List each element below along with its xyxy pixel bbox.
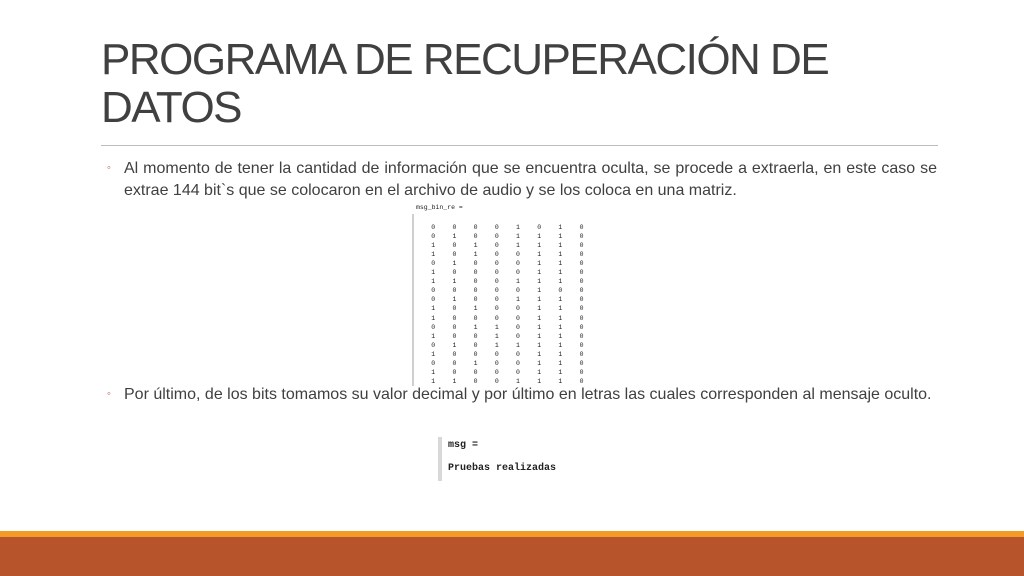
matrix-cell: 0: [558, 287, 563, 295]
matrix-cell: 1: [473, 323, 478, 331]
matrix-cell: 1: [558, 359, 563, 367]
matrix-cell: 0: [473, 368, 478, 376]
matrix-cell: 0: [516, 251, 520, 259]
matrix-cell: 1: [431, 368, 436, 376]
bullet-text-2: Por último, de los bits tomamos su valor decimal y por último en letras las cuales corresponden al mensaje oculto.: [124, 386, 932, 403]
matrix-row: [414, 323, 584, 332]
matrix-cell: 0: [473, 377, 478, 385]
matrix-cell: 1: [473, 251, 478, 259]
matrix-cell: 1: [431, 242, 436, 250]
matrix-row: [414, 277, 584, 286]
matrix-cell: 0: [579, 359, 584, 367]
matrix-cell: 0: [473, 224, 478, 231]
matrix-cell: 0: [473, 278, 478, 286]
matrix-cell: 0: [473, 314, 478, 322]
matrix-cell: 0: [579, 296, 584, 304]
matrix-cell: 1: [452, 278, 457, 286]
matrix-cell: 0: [452, 368, 457, 376]
matrix-cell: 0: [452, 224, 457, 231]
matrix-row: [414, 359, 584, 368]
matrix-cell: 1: [537, 242, 542, 250]
matrix-cell: 1: [494, 323, 499, 331]
matrix-cell: 0: [431, 233, 436, 241]
bullet-text-1: Al momento de tener la cantidad de información que se encuentra oculta, se procede a extraerla, en este caso se extrae 144 bit`s que se colocaron en el archivo de audio y se los coloca en una matriz.: [124, 160, 937, 199]
matrix-cell: 1: [452, 233, 457, 241]
matrix-cell: 0: [494, 368, 499, 376]
matrix-cell: 1: [431, 314, 436, 322]
matrix-row: [414, 286, 584, 295]
matrix-cell: 1: [558, 260, 563, 268]
matrix-cell: 0: [579, 377, 584, 385]
matrix-cell: 1: [537, 269, 542, 277]
matrix-cell: 1: [494, 341, 499, 349]
matrix-cell: 1: [558, 278, 563, 286]
matrix-cell: 0: [494, 278, 499, 286]
matrix-row: [414, 341, 584, 350]
matrix-cell: 0: [452, 269, 457, 277]
matrix-cell: 1: [537, 359, 542, 367]
matrix-cell: 1: [558, 242, 563, 250]
matrix-cell: 0: [579, 314, 584, 322]
matrix-cell: 0: [431, 287, 436, 295]
matrix-cell: 1: [558, 368, 563, 376]
matrix-cell: 1: [558, 224, 563, 231]
matrix-cell: 0: [516, 260, 520, 268]
matrix-row: [414, 268, 584, 277]
matrix-cell: 0: [431, 341, 436, 349]
matrix-cell: 1: [558, 341, 563, 349]
matrix-cell: 0: [579, 224, 584, 231]
matrix-cell: 0: [579, 260, 584, 268]
matrix-cell: 0: [452, 287, 457, 295]
matrix-cell: 1: [558, 377, 563, 385]
bullet-marker-2: ◦: [107, 388, 111, 400]
matrix-cell: 1: [537, 233, 542, 241]
matrix-cell: 1: [473, 242, 478, 250]
matrix-cell: 0: [473, 269, 478, 277]
matrix-cell: 0: [473, 287, 478, 295]
matrix-cell: 0: [494, 260, 499, 268]
matrix-row: [414, 223, 584, 232]
matrix-cell: 0: [579, 332, 584, 340]
matrix-cell: 0: [473, 260, 478, 268]
matrix-cell: 0: [473, 350, 478, 358]
matrix-cell: 0: [431, 224, 436, 231]
matrix-cell: 0: [516, 332, 520, 340]
matrix-row: [414, 241, 584, 250]
matrix-row: [414, 350, 584, 359]
matrix-cell: 1: [516, 242, 520, 250]
matrix-cell: 1: [452, 260, 457, 268]
matrix-row: [414, 295, 584, 304]
matrix-cell: 0: [473, 296, 478, 304]
matrix-cell: 0: [579, 278, 584, 286]
matrix-cell: 1: [452, 341, 457, 349]
matrix-row: [414, 232, 584, 241]
matrix-cell: 0: [494, 224, 499, 231]
matrix-cell: 0: [431, 296, 436, 304]
matrix-cell: 0: [516, 350, 520, 358]
matrix-cell: 1: [452, 296, 457, 304]
matrix-cell: 1: [516, 278, 520, 286]
message-value: Pruebas realizadas: [448, 463, 557, 474]
matrix-row: [414, 304, 584, 313]
matrix-cell: 1: [516, 224, 520, 231]
matrix-cell: 0: [473, 233, 478, 241]
matrix-cell: 1: [516, 377, 520, 385]
title-divider: [101, 145, 938, 146]
matrix-cell: 1: [558, 332, 563, 340]
message-variable-name: msg =: [448, 440, 479, 451]
matrix-cell: 0: [494, 269, 499, 277]
matrix-cell: 0: [494, 296, 499, 304]
matrix-cell: 1: [558, 296, 563, 304]
matrix-cell: 0: [452, 323, 457, 331]
matrix-cell: 1: [537, 314, 542, 322]
matrix-cell: 0: [516, 368, 520, 376]
matrix-cell: 0: [516, 305, 520, 313]
matrix-cell: 0: [579, 233, 584, 241]
matrix-cell: 0: [579, 269, 584, 277]
matrix-cell: 0: [516, 359, 520, 367]
slide-title: PROGRAMA DE RECUPERACIÓN DE DATOS: [101, 35, 829, 132]
matrix-cell: 1: [431, 269, 436, 277]
matrix-cell: 1: [537, 260, 542, 268]
matrix-variable-name: msg_bin_re =: [416, 204, 463, 211]
matrix-cell: 0: [473, 341, 478, 349]
matrix-cell: 1: [558, 233, 563, 241]
matrix-cell: 1: [537, 377, 542, 385]
matrix-cell: 0: [452, 332, 457, 340]
matrix-cell: 1: [431, 251, 436, 259]
matrix-cell: 1: [537, 287, 542, 295]
matrix-cell: 0: [516, 269, 520, 277]
matrix-cell: 0: [494, 359, 499, 367]
matrix-cell: 0: [431, 323, 436, 331]
matrix-cell: 0: [516, 323, 520, 331]
matrix-cell: 1: [537, 323, 542, 331]
matrix-cell: 0: [452, 314, 457, 322]
matrix-cell: 0: [431, 359, 436, 367]
matrix-cell: 0: [494, 377, 499, 385]
matrix-cell: 0: [452, 251, 457, 259]
matrix-cell: 0: [494, 350, 499, 358]
matrix-cell: 0: [579, 341, 584, 349]
matrix-cell: 1: [537, 251, 542, 259]
matrix-cell: 1: [431, 377, 436, 385]
matrix-cell: 1: [558, 269, 563, 277]
matrix-cell: 0: [579, 323, 584, 331]
matrix-cell: 1: [558, 251, 563, 259]
matrix-cell: 0: [579, 251, 584, 259]
matrix-cell: 1: [516, 341, 520, 349]
matrix-cell: 0: [516, 287, 520, 295]
matrix-cell: 0: [494, 305, 499, 313]
footer-band: [0, 537, 1024, 576]
matrix-cell: 0: [494, 287, 499, 295]
matrix-cell: 0: [579, 305, 584, 313]
matrix-cell: 0: [516, 314, 520, 322]
matrix-cell: 0: [537, 224, 542, 231]
matrix-cell: 1: [537, 278, 542, 286]
matrix-cell: 1: [431, 305, 436, 313]
matrix-cell: 0: [473, 332, 478, 340]
matrix-cell: 1: [431, 350, 436, 358]
matrix-cell: 0: [452, 350, 457, 358]
matrix-cell: 0: [579, 368, 584, 376]
matrix-cell: 1: [537, 332, 542, 340]
matrix-cell: 1: [558, 314, 563, 322]
matrix-cell: 1: [537, 350, 542, 358]
matrix-cell: 0: [452, 359, 457, 367]
matrix-cell: 1: [558, 305, 563, 313]
matrix-cell: 0: [452, 242, 457, 250]
matrix-cell: 1: [516, 233, 520, 241]
matrix-cell: 0: [494, 314, 499, 322]
matrix-row: [414, 250, 584, 259]
matrix-cell: 1: [494, 332, 499, 340]
matrix-cell: 1: [473, 359, 478, 367]
matrix-row: [414, 332, 584, 341]
matrix-row: [414, 259, 584, 268]
message-left-bar: [438, 437, 442, 481]
matrix-cell: 1: [537, 341, 542, 349]
matrix-cell: 0: [579, 287, 584, 295]
matrix-cell: 1: [537, 368, 542, 376]
matrix-cell: 0: [579, 242, 584, 250]
matrix-cell: 0: [579, 350, 584, 358]
matrix-cell: 1: [558, 323, 563, 331]
matrix-cell: 0: [494, 251, 499, 259]
matrix-cell: 1: [431, 332, 436, 340]
matrix-row: [414, 314, 584, 323]
matrix-cell: 1: [558, 350, 563, 358]
matrix-cell: 1: [537, 296, 542, 304]
matrix-cell: 1: [516, 296, 520, 304]
matrix-cell: 1: [537, 305, 542, 313]
matrix-cell: 0: [494, 233, 499, 241]
message-screenshot: [438, 437, 598, 481]
matrix-row: [414, 368, 584, 377]
matrix-cell: 1: [473, 305, 478, 313]
matrix-cell: 0: [494, 242, 499, 250]
matrix-cell: 0: [431, 260, 436, 268]
bullet-marker-1: ◦: [107, 162, 111, 174]
matrix-cell: 0: [452, 305, 457, 313]
matrix-cell: 1: [431, 278, 436, 286]
matrix-cell: 1: [452, 377, 457, 385]
